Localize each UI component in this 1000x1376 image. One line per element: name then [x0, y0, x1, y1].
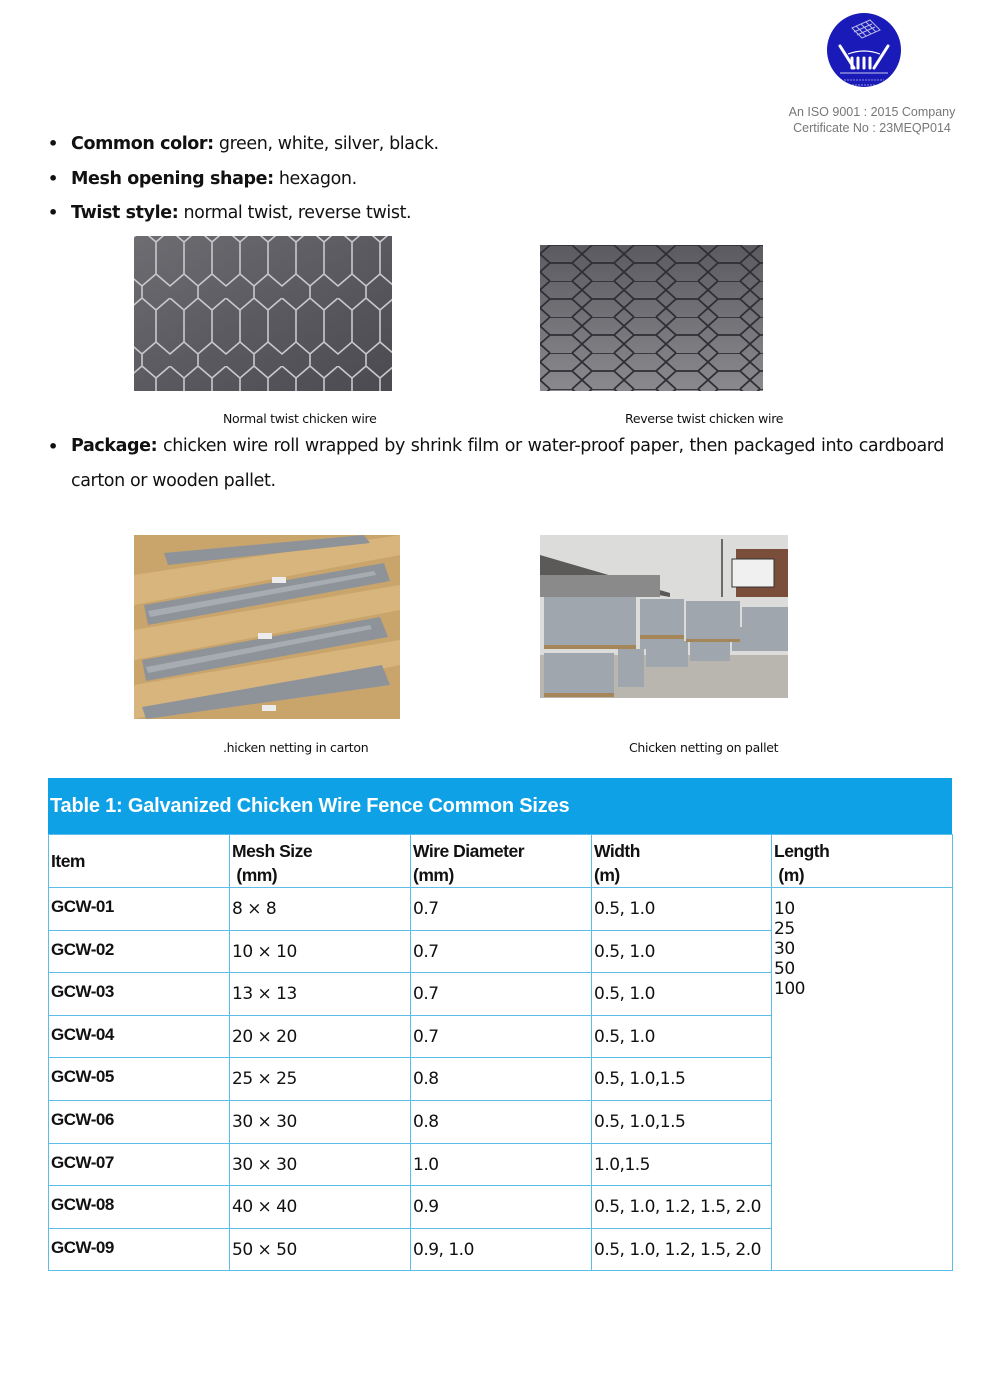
wire-diameter-cell: 1.0: [411, 1143, 592, 1186]
width-cell: 0.5, 1.0: [592, 1015, 772, 1058]
sizes-table: [48, 834, 953, 1271]
item-cell: GCW-06: [49, 1100, 230, 1143]
column-header-mesh-size: Mesh Size (mm): [230, 835, 411, 888]
feature-value: green, white, silver, black.: [213, 134, 439, 154]
wire-diameter-cell: 0.8: [411, 1058, 592, 1101]
column-header-length: Length (m): [772, 835, 953, 888]
wire-diameter-cell: 0.9, 1.0: [411, 1228, 592, 1271]
item-cell: GCW-09: [49, 1228, 230, 1271]
photo-caption: Reverse twist chicken wire: [625, 411, 784, 426]
width-cell: 1.0,1.5: [592, 1143, 772, 1186]
feature-package: [48, 429, 944, 499]
normal-twist-photo: [134, 236, 392, 391]
item-cell: GCW-04: [49, 1015, 230, 1058]
feature-label: Twist style:: [71, 203, 179, 223]
wire-diameter-cell: 0.7: [411, 930, 592, 973]
mesh-size-cell: 30 × 30: [230, 1143, 411, 1186]
reverse-twist-photo: [540, 245, 763, 391]
feature-value: hexagon.: [273, 169, 357, 189]
wire-diameter-cell: 0.8: [411, 1100, 592, 1143]
item-cell: GCW-07: [49, 1143, 230, 1186]
mesh-size-cell: 13 × 13: [230, 973, 411, 1016]
company-logo: [826, 10, 902, 102]
feature-value: normal twist, reverse twist.: [178, 203, 412, 223]
wire-diameter-cell: 0.7: [411, 1015, 592, 1058]
item-cell: GCW-03: [49, 973, 230, 1016]
width-cell: 0.5, 1.0: [592, 888, 772, 931]
wire-diameter-cell: 0.9: [411, 1186, 592, 1229]
length-value: 25: [774, 919, 795, 939]
mesh-size-cell: 30 × 30: [230, 1100, 411, 1143]
length-value: 30: [774, 939, 795, 959]
mesh-size-cell: 25 × 25: [230, 1058, 411, 1101]
table-header-row: [49, 835, 953, 888]
column-header-wire-diameter: Wire Diameter (mm): [411, 835, 592, 888]
width-cell: 0.5, 1.0: [592, 973, 772, 1016]
iso-certification: [780, 104, 964, 136]
photo-caption: Chicken netting on pallet: [629, 740, 779, 755]
width-cell: 0.5, 1.0,1.5: [592, 1058, 772, 1101]
bullet-icon: •: [48, 134, 58, 153]
certificate-number: Certificate No : 23MEQP014: [793, 121, 951, 135]
item-cell: GCW-08: [49, 1186, 230, 1229]
width-cell: 0.5, 1.0,1.5: [592, 1100, 772, 1143]
bullet-icon: •: [48, 169, 58, 188]
feature-label: Package:: [71, 436, 158, 456]
mesh-size-cell: 20 × 20: [230, 1015, 411, 1058]
photo-caption: Normal twist chicken wire: [223, 411, 377, 426]
carton-photo: [134, 535, 400, 719]
feature-label: Common color:: [71, 134, 214, 154]
width-cell: 0.5, 1.0, 1.2, 1.5, 2.0: [592, 1186, 772, 1229]
wire-diameter-cell: 0.7: [411, 888, 592, 931]
length-value: 100: [774, 979, 805, 999]
mesh-size-cell: 40 × 40: [230, 1186, 411, 1229]
length-value: 50: [774, 959, 795, 979]
width-cell: 0.5, 1.0, 1.2, 1.5, 2.0: [592, 1228, 772, 1271]
table-row: [49, 888, 953, 931]
feature-label: Mesh opening shape:: [71, 169, 274, 189]
table-title: Table 1: Galvanized Chicken Wire Fence Common Sizes: [48, 778, 952, 835]
column-header-width: Width (m): [592, 835, 772, 888]
length-value: 10: [774, 899, 795, 919]
length-cell: [772, 888, 953, 1271]
iso-line: An ISO 9001 : 2015 Company: [788, 105, 956, 119]
item-cell: GCW-01: [49, 888, 230, 931]
mesh-size-cell: 8 × 8: [230, 888, 411, 931]
mesh-size-cell: 50 × 50: [230, 1228, 411, 1271]
item-cell: GCW-05: [49, 1058, 230, 1101]
width-cell: 0.5, 1.0: [592, 930, 772, 973]
mesh-size-cell: 10 × 10: [230, 930, 411, 973]
bullet-icon: •: [48, 203, 58, 222]
feature-value: chicken wire roll wrapped by shrink film or water-proof paper, then packaged into cardboard carton or wooden pallet.: [71, 436, 944, 491]
wire-diameter-cell: 0.7: [411, 973, 592, 1016]
item-cell: GCW-02: [49, 930, 230, 973]
photo-caption: .hicken netting in carton: [223, 740, 369, 755]
pallet-photo: [540, 535, 788, 698]
bullet-icon: •: [48, 437, 58, 456]
column-header-item: Item: [49, 835, 230, 888]
